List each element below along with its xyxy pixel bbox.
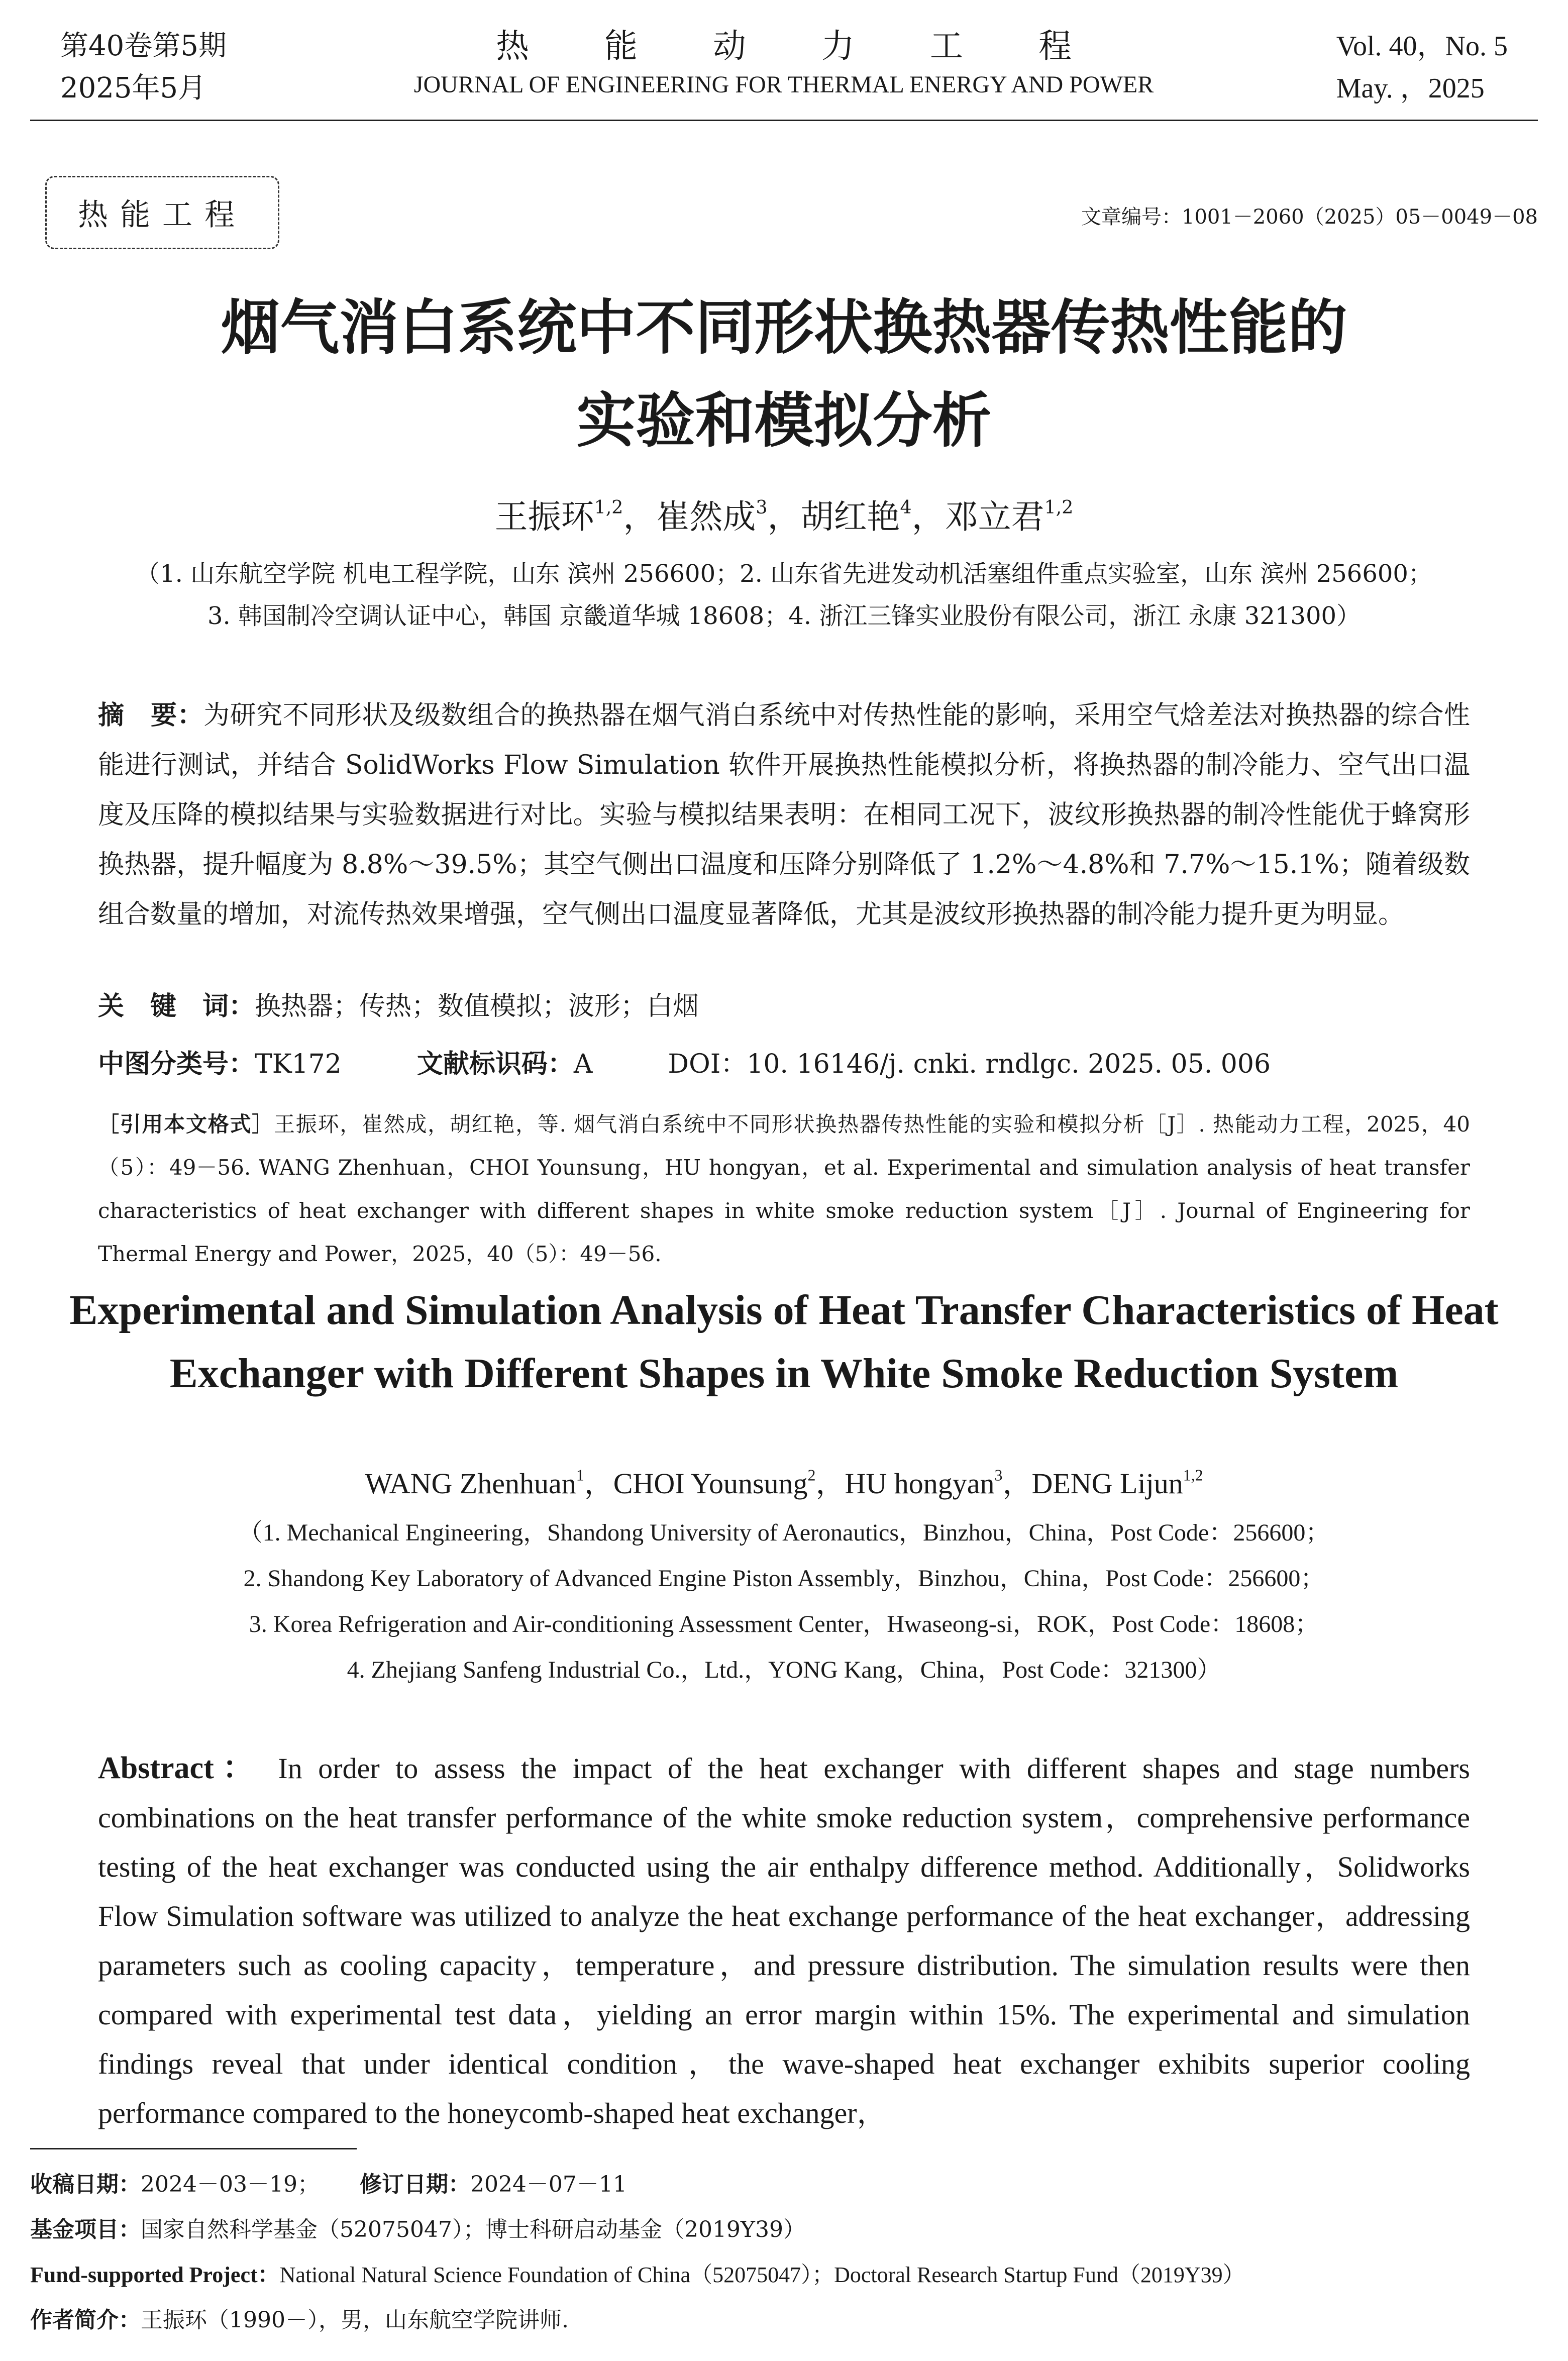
affiliation-line: 3. 韩国制冷空调认证中心，韩国 京畿道华城 18608；4. 浙江三锋实业股份有限公司，浙江 永康 321300）	[207, 602, 1361, 630]
abstract-cn-label: 摘 要：	[98, 700, 204, 731]
doc-code-value: A	[573, 1049, 593, 1079]
author-sup: 3	[756, 496, 768, 518]
abstract-en	[98, 1743, 1470, 2138]
date-cn: 2025年5月	[60, 72, 206, 105]
author-name: WANG Zhenhuan	[365, 1467, 576, 1500]
footnote-author-bio	[30, 2305, 1537, 2335]
abstract-en-label: Abstract：	[98, 1751, 262, 1785]
author-name: ，胡红艳	[767, 497, 900, 536]
author-bio-label: 作者简介：	[30, 2307, 141, 2333]
author-name: ，DENG Lijun	[1002, 1467, 1183, 1500]
author-sup: 1,2	[1044, 496, 1074, 518]
author-name: ，邓立君	[911, 497, 1044, 536]
abstract-cn	[98, 691, 1470, 940]
classification-line	[98, 1043, 1470, 1080]
title-en-line2: Exchanger with Different Shapes in White Smoke Reduction System	[169, 1350, 1399, 1397]
clc-value: TK172	[255, 1049, 342, 1079]
author-name: 王振环	[494, 497, 594, 536]
citation-label: ［引用本文格式］	[98, 1112, 274, 1137]
footnote-fund-cn	[30, 2215, 1537, 2245]
date-en: May. ，2025	[1336, 73, 1485, 104]
clc-label: 中图分类号：	[98, 1049, 255, 1079]
fund-en-text: National Natural Science Foundation of China（52075047）；Doctoral Research Startup Fund（2019Y39）	[279, 2263, 1245, 2287]
footnote-rule	[30, 2148, 357, 2149]
fund-cn-label: 基金项目：	[30, 2217, 141, 2242]
affiliations-en	[75, 1510, 1493, 1693]
keywords-cn	[98, 985, 1470, 1022]
author-sup: 3	[994, 1466, 1003, 1484]
received-label: 收稿日期：	[30, 2172, 141, 2197]
header-rule	[30, 120, 1538, 121]
affiliation-line: 4. Zhejiang Sanfeng Industrial Co.，Ltd.，YONG Kang，China，Post Code：321300）	[347, 1657, 1221, 1683]
footnote-fund-en	[30, 2260, 1537, 2290]
journal-name-cn: 热能动力工程	[496, 27, 1147, 65]
header-right	[1336, 25, 1508, 110]
citation-format	[98, 1103, 1470, 1276]
author-sup: 1,2	[594, 496, 623, 518]
affiliation-line: （1. 山东航空学院 机电工程学院，山东 滨州 256600；2. 山东省先进发动机活塞组件重点实验室，山东 滨州 256600；	[136, 560, 1432, 588]
article-number: 文章编号：1001－2060（2025）05－0049－08	[1081, 206, 1538, 229]
author-sup: 1,2	[1183, 1466, 1203, 1484]
title-cn-line2: 实验和模拟分析	[576, 386, 992, 455]
journal-name-en: JOURNAL OF ENGINEERING FOR THERMAL ENERGY AND POWER	[413, 71, 1154, 98]
affiliation-line: 2. Shandong Key Laboratory of Advanced Engine Piston Assembly，Binzhou，China，Post Code：256600；	[243, 1565, 1325, 1592]
header-center	[352, 25, 1216, 102]
author-name: ，CHOI Younsung	[584, 1467, 808, 1500]
volume-issue-en: Vol. 40，No. 5	[1336, 31, 1508, 62]
keywords-label: 关 键 词：	[98, 991, 255, 1021]
title-cn	[0, 281, 1568, 467]
affiliation-line: （1. Mechanical Engineering，Shandong University of Aeronautics，Binzhou，China，Post Code：256600；	[238, 1519, 1330, 1546]
keywords-text: 换热器；传热；数值模拟；波形；白烟	[255, 991, 699, 1021]
received-date: 2024－03－19；	[141, 2172, 320, 2197]
doi: DOI：10. 16146/j. cnki. rndlgc. 2025. 05. 006	[668, 1049, 1271, 1079]
fund-cn-text: 国家自然科学基金（52075047）；博士科研启动基金（2019Y39）	[141, 2217, 805, 2242]
title-en-line1: Experimental and Simulation Analysis of Heat Transfer Characteristics of Heat	[69, 1287, 1499, 1333]
footnote-dates	[30, 2170, 1537, 2200]
affiliations-cn	[75, 553, 1493, 637]
author-name: ，崔然成	[623, 497, 756, 536]
author-name: ，HU hongyan	[815, 1467, 995, 1500]
authors-cn	[0, 490, 1568, 538]
author-sup: 4	[900, 496, 912, 518]
header-left	[60, 25, 227, 110]
author-sup: 2	[807, 1466, 816, 1484]
title-cn-line1: 烟气消白系统中不同形状换热器传热性能的	[221, 293, 1347, 362]
citation-text: 王振环，崔然成，胡红艳，等. 烟气消白系统中不同形状换热器传热性能的实验和模拟分析［J］. 热能动力工程，2025，40（5）：49－56. WANG Zhenhuan，CHOI Younsung，HU hongyan，et al. Experimental and simulation analysis of heat transfer characteristics of heat exchanger with different shapes in white smoke reduction system［J］. Journal of Engineering for Thermal Energy and Power，2025，40（5）：49－56.	[98, 1112, 1470, 1266]
authors-en	[0, 1460, 1568, 1502]
fund-en-label: Fund-supported Project：	[30, 2263, 280, 2287]
abstract-cn-text: 为研究不同形状及级数组合的换热器在烟气消白系统中对传热性能的影响，采用空气焓差法对换热器的综合性能进行测试，并结合 SolidWorks Flow Simulation 软件开展换热性能模拟分析，将换热器的制冷能力、空气出口温度及压降的模拟结果与实验数据进行对比。实验与模拟结果表明：在相同工况下，波纹形换热器的制冷性能优于蜂窝形换热器，提升幅度为 8.8%～39.5%；其空气侧出口温度和压降分别降低了 1.2%～4.8%和 7.7%～15.1%；随着级数组合数量的增加，对流传热效果增强，空气侧出口温度显著降低，尤其是波纹形换热器的制冷能力提升更为明显。	[98, 700, 1470, 930]
revised-label: 修订日期：	[359, 2172, 470, 2197]
revised-date: 2024－07－11	[470, 2172, 627, 2197]
title-en	[0, 1279, 1568, 1405]
volume-issue-cn: 第40卷第5期	[60, 30, 227, 62]
column-tag: 热能工程	[45, 176, 279, 249]
doc-code-label: 文献标识码：	[416, 1049, 574, 1079]
abstract-en-text: In order to assess the impact of the heat exchanger with different shapes and stage numbers combinations on the heat transfer performance of the white smoke reduction system，comprehensive performance testing of the heat exchanger was conducted using the air enthalpy difference method. Additionally，Solidworks Flow Simulation software was utilized to analyze the heat exchange performance of the heat exchanger，addressing parameters such as cooling capacity，temperature，and pressure distribution. The simulation results were then compared with experimental test data，yielding an error margin within 15%. The experimental and simulation findings reveal that under identical condition，the wave-shaped heat exchanger exhibits superior cooling performance compared to the honeycomb-shaped heat exchanger，	[98, 1752, 1471, 2129]
affiliation-line: 3. Korea Refrigeration and Air-conditioning Assessment Center，Hwaseong-si，ROK，Post Code：18608；	[249, 1611, 1319, 1637]
author-sup: 1	[576, 1466, 584, 1484]
author-bio-text: 王振环（1990－），男，山东航空学院讲师.	[141, 2307, 569, 2333]
